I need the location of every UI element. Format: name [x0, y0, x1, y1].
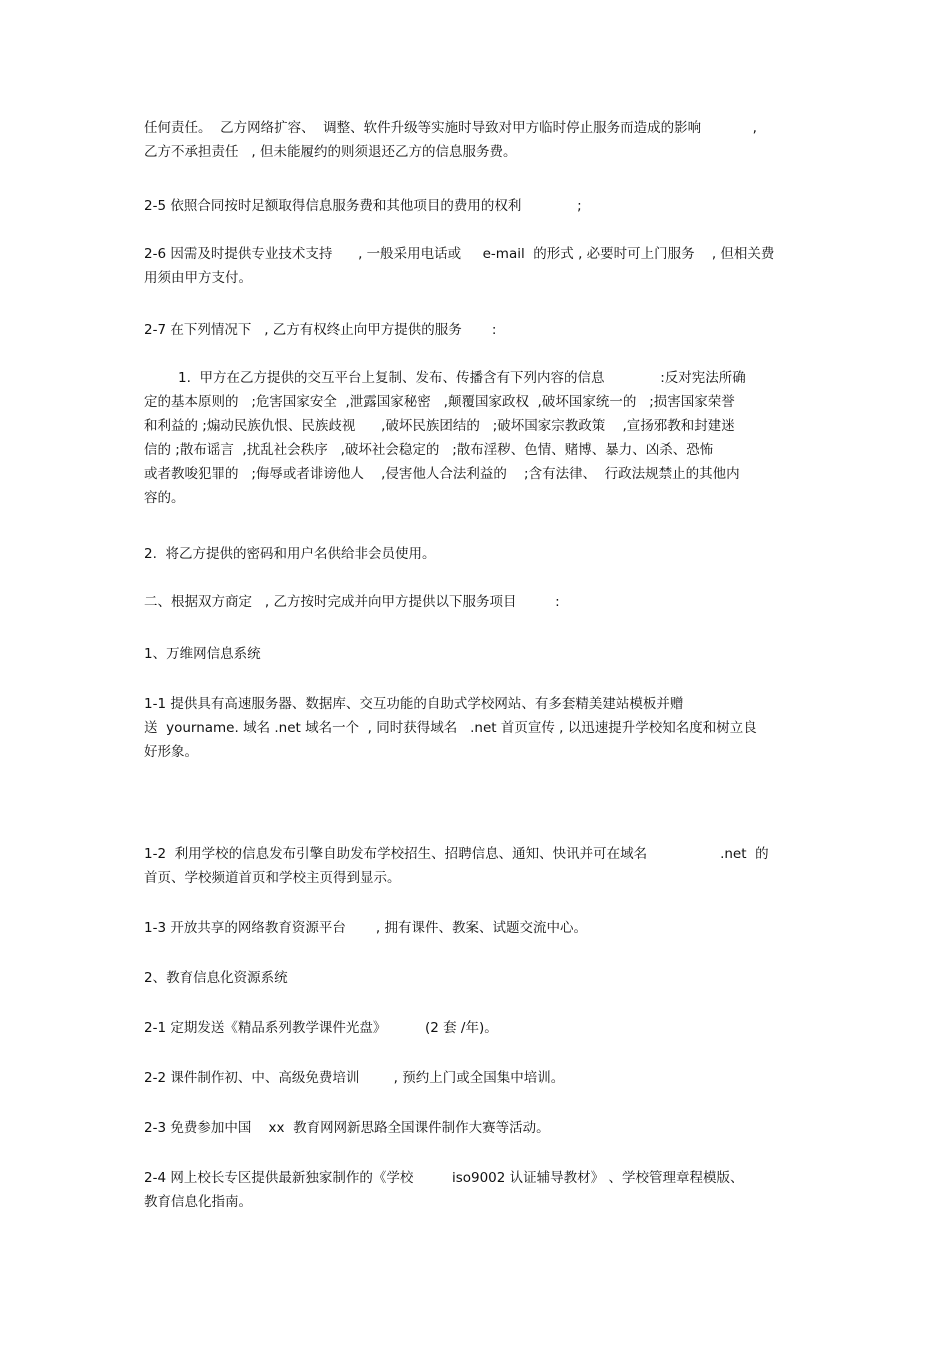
text-line: 1-1 提供具有高速服务器、数据库、交互功能的自助式学校网站、有多套精美建站模板并赠 [144, 696, 684, 712]
text-line: 信的 ;散布谣言 ,扰乱社会秩序 ,破坏社会稳定的 ;散布淫秽、色情、赌博、暴力、凶杀、恐怖 [144, 442, 714, 458]
text-line: 2-7 在下列情况下 , 乙方有权终止向甲方提供的服务 : [144, 322, 497, 338]
text-line: 2. 将乙方提供的密码和用户名供给非会员使用。 [144, 546, 436, 562]
paragraph-item-2 [144, 542, 814, 566]
text-line: 或者教唆犯罪的 ;侮辱或者诽谤他人 ,侵害他人合法利益的 ;含有法律、 行政法规禁止的其他内 [144, 466, 740, 482]
paragraph-section-2 [144, 590, 814, 614]
paragraph-liability [144, 116, 814, 164]
text-line: 1. 甲方在乙方提供的交互平台上复制、发布、传播含有下列内容的信息 :反对宪法所确 [178, 370, 746, 386]
text-line: 二、根据双方商定 , 乙方按时完成并向甲方提供以下服务项目 : [144, 594, 560, 610]
paragraph-1-1 [144, 692, 814, 764]
text-line: 2-3 免费参加中国 xx 教育网网新思路全国课件制作大赛等活动。 [144, 1120, 550, 1136]
text-line: 1、万维网信息系统 [144, 646, 261, 662]
paragraph-2-1 [144, 1016, 814, 1040]
text-line: 1-3 开放共享的网络教育资源平台 , 拥有课件、教案、试题交流中心。 [144, 920, 587, 936]
text-line: 定的基本原则的 ;危害国家安全 ,泄露国家秘密 ,颠覆国家政权 ,破坏国家统一的 ;损害国家荣誉 [144, 394, 735, 410]
text-line: 2、教育信息化资源系统 [144, 970, 288, 986]
paragraph-1-2 [144, 842, 814, 890]
paragraph-2-7 [144, 318, 814, 342]
paragraph-2-4 [144, 1166, 814, 1214]
text-line: 乙方不承担责任 , 但未能履约的则须退还乙方的信息服务费。 [144, 144, 517, 160]
text-line: 和利益的 ;煽动民族仇恨、民族歧视 ,破坏民族团结的 ;破坏国家宗教政策 ,宣扬邪教和封建迷 [144, 418, 735, 434]
paragraph-2-5 [144, 194, 814, 218]
paragraph-1-3 [144, 916, 814, 940]
paragraph-2-2 [144, 1066, 814, 1090]
text-line: 送 yourname. 域名 .net 域名一个 , 同时获得域名 .net 首页宣传 , 以迅速提升学校知名度和树立良 [144, 720, 757, 736]
text-line: 首页、学校频道首页和学校主页得到显示。 [144, 870, 401, 886]
text-line: 2-4 网上校长专区提供最新独家制作的《学校 iso9002 认证辅导教材》 、学校管理章程模版、 [144, 1170, 744, 1186]
paragraph-item-1 [144, 366, 814, 510]
text-line: 好形象。 [144, 744, 198, 760]
text-line: 2-1 定期发送《精品系列教学课件光盘》 (2 套 /年)。 [144, 1020, 498, 1036]
text-line: 1-2 利用学校的信息发布引擎自助发布学校招生、招聘信息、通知、快讯并可在域名 .net 的 [144, 846, 769, 862]
text-line: 2-5 依照合同按时足额取得信息服务费和其他项目的费用的权利 ; [144, 198, 582, 214]
paragraph-2-6 [144, 242, 814, 290]
heading-web-info-system [144, 642, 814, 666]
text-line: 任何责任。 乙方网络扩容、 调整、软件升级等实施时导致对甲方临时停止服务而造成的影响 , [144, 120, 757, 136]
text-line: 容的。 [144, 490, 185, 506]
text-line: 2-6 因需及时提供专业技术支持 , 一般采用电话或 e-mail 的形式 , 必要时可上门服务 , 但相关费 [144, 246, 775, 262]
text-line: 教育信息化指南。 [144, 1194, 252, 1210]
heading-edu-resource-system [144, 966, 814, 990]
text-line: 2-2 课件制作初、中、高级免费培训 , 预约上门或全国集中培训。 [144, 1070, 565, 1086]
paragraph-2-3 [144, 1116, 814, 1140]
text-line: 用须由甲方支付。 [144, 270, 252, 286]
